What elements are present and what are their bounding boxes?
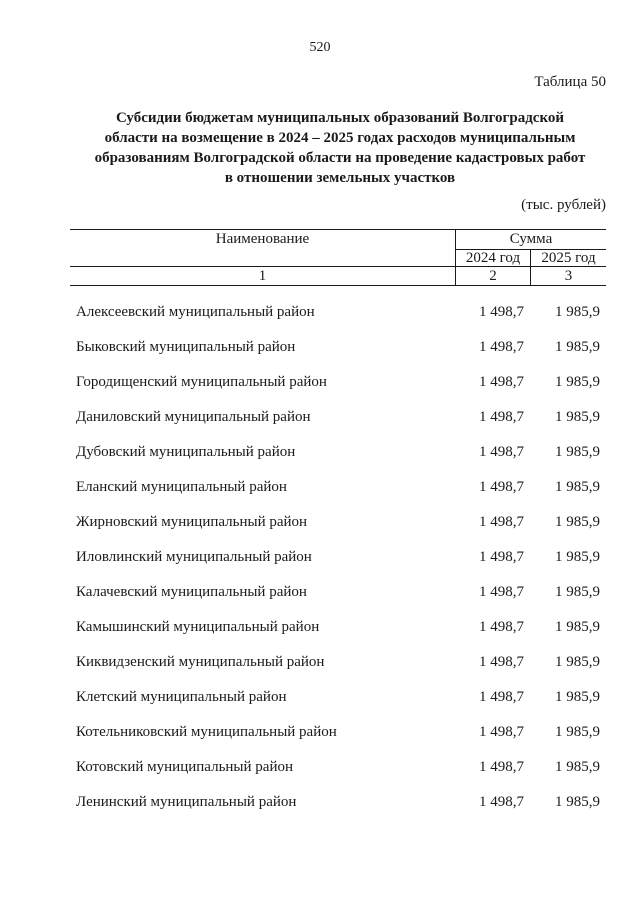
value-2024: 1 498,7 (479, 514, 524, 530)
table-row (76, 584, 606, 604)
value-2024: 1 498,7 (479, 654, 524, 670)
value-2025: 1 985,9 (555, 409, 600, 425)
table-label: Таблица 50 (534, 74, 606, 90)
value-2024: 1 498,7 (479, 339, 524, 355)
title-line: в отношении земельных участков (224, 170, 456, 186)
table-row (76, 759, 606, 779)
value-2025: 1 985,9 (555, 374, 600, 390)
value-2024: 1 498,7 (479, 724, 524, 740)
district-name: Котельниковский муниципальный район (76, 724, 337, 740)
table-row (76, 654, 606, 674)
district-name: Жирновский муниципальный район (76, 514, 308, 530)
page-number: 520 (309, 40, 331, 55)
district-name: Калачевский муниципальный район (76, 584, 307, 600)
document-title (70, 108, 610, 188)
value-2025: 1 985,9 (555, 759, 600, 775)
title-line: Субсидии бюджетам муниципальных образований Волгоградской (115, 110, 565, 126)
value-2024: 1 498,7 (479, 304, 524, 320)
value-2024: 1 498,7 (479, 759, 524, 775)
value-2024: 1 498,7 (479, 619, 524, 635)
district-name: Алексеевский муниципальный район (76, 304, 315, 320)
header-year-2025: 2025 год (541, 250, 596, 266)
value-2025: 1 985,9 (555, 479, 600, 495)
value-2025: 1 985,9 (555, 444, 600, 460)
column-number-2: 2 (489, 268, 497, 284)
district-name: Киквидзенский муниципальный район (76, 654, 325, 670)
district-name: Иловлинский муниципальный район (76, 549, 312, 565)
header-top-border (70, 229, 606, 230)
district-name: Клетский муниципальный район (76, 689, 287, 705)
district-name: Еланский муниципальный район (76, 479, 287, 495)
table-row (76, 339, 606, 359)
value-2024: 1 498,7 (479, 794, 524, 810)
district-name: Котовский муниципальный район (76, 759, 294, 775)
value-2024: 1 498,7 (479, 584, 524, 600)
header-name: Наименование (215, 231, 310, 247)
column-number-1: 1 (258, 268, 267, 284)
units-label: (тыс. рублей) (521, 197, 606, 213)
table-row (76, 724, 606, 744)
table-row (76, 619, 606, 639)
value-2025: 1 985,9 (555, 304, 600, 320)
column-number-3: 3 (564, 268, 573, 284)
value-2025: 1 985,9 (555, 339, 600, 355)
district-name: Быковский муниципальный район (76, 339, 296, 355)
table-row (76, 374, 606, 394)
value-2024: 1 498,7 (479, 479, 524, 495)
value-2025: 1 985,9 (555, 619, 600, 635)
table-row (76, 444, 606, 464)
value-2024: 1 498,7 (479, 409, 524, 425)
table-row (76, 794, 606, 814)
table-row (76, 304, 606, 324)
title-line: области на возмещение в 2024 – 2025 годах расходов муниципальным (104, 130, 576, 146)
value-2024: 1 498,7 (479, 374, 524, 390)
table-row (76, 689, 606, 709)
value-2025: 1 985,9 (555, 514, 600, 530)
value-2025: 1 985,9 (555, 794, 600, 810)
header-sum: Сумма (509, 231, 553, 247)
table-row (76, 549, 606, 569)
value-2025: 1 985,9 (555, 724, 600, 740)
table-row (76, 514, 606, 534)
number-row-bottom-border (70, 285, 606, 286)
value-2024: 1 498,7 (479, 689, 524, 705)
value-2024: 1 498,7 (479, 549, 524, 565)
table-row (76, 409, 606, 429)
value-2025: 1 985,9 (555, 654, 600, 670)
district-name: Камышинский муниципальный район (76, 619, 320, 635)
header-year-2024: 2024 год (465, 250, 521, 266)
value-2024: 1 498,7 (479, 444, 524, 460)
district-name: Городищенский муниципальный район (76, 374, 327, 390)
district-name: Даниловский муниципальный район (76, 409, 311, 425)
value-2025: 1 985,9 (555, 549, 600, 565)
title-line: образованиям Волгоградской области на проведение кадастровых работ (94, 150, 586, 166)
value-2025: 1 985,9 (555, 689, 600, 705)
table-row (76, 479, 606, 499)
value-2025: 1 985,9 (555, 584, 600, 600)
district-name: Дубовский муниципальный район (76, 444, 296, 460)
district-name: Ленинский муниципальный район (76, 794, 297, 810)
